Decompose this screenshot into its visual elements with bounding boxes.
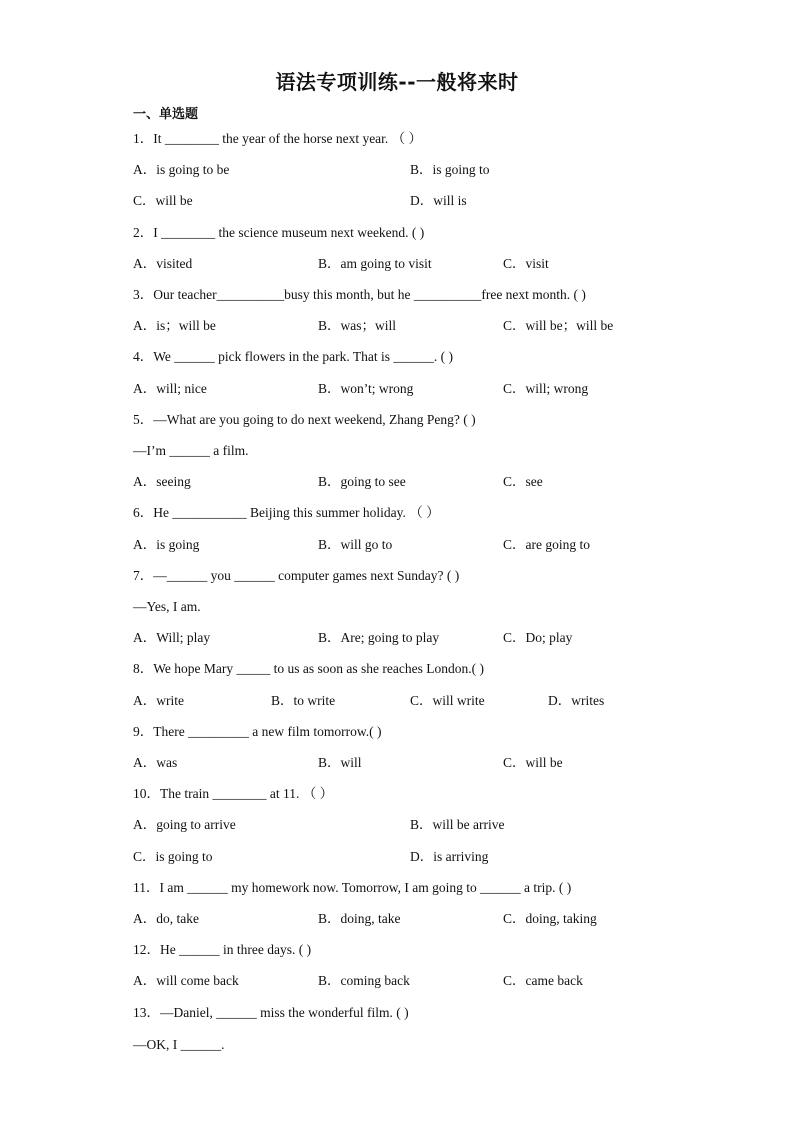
q6-option-c: C．are going to bbox=[503, 537, 590, 552]
q4-option-c: C．will; wrong bbox=[503, 381, 589, 396]
question-12-stem: 12．He ______ in three days. ( ) bbox=[133, 942, 312, 957]
q1-option-a: A．is going to be bbox=[133, 162, 230, 177]
question-11-stem: 11．I am ______ my homework now. Tomorrow, I am going to ______ a trip. ( ) bbox=[133, 880, 572, 895]
q12-option-a: A．will come back bbox=[133, 973, 239, 988]
q10-option-d: D．is arriving bbox=[410, 849, 489, 864]
q10-option-b: B．will be arrive bbox=[410, 817, 505, 832]
q11-option-b: B．doing, take bbox=[318, 911, 401, 926]
question-3-stem: 3．Our teacher__________busy this month, but he __________free next month. ( ) bbox=[133, 287, 586, 302]
q11-option-a: A．do, take bbox=[133, 911, 199, 926]
question-9-stem: 9．There _________ a new film tomorrow.( ) bbox=[133, 724, 382, 739]
q2-option-b: B．am going to visit bbox=[318, 256, 432, 271]
question-13-stem-line2: —OK, I ______. bbox=[133, 1037, 225, 1052]
page-title: 语法专项训练--一般将来时 bbox=[275, 70, 519, 94]
question-2-stem: 2．I ________ the science museum next weekend. ( ) bbox=[133, 225, 425, 240]
q9-option-a: A．was bbox=[133, 755, 178, 770]
q11-option-c: C．doing, taking bbox=[503, 911, 597, 926]
q1-option-b: B．is going to bbox=[410, 162, 490, 177]
q8-option-b: B．to write bbox=[271, 693, 336, 708]
q8-option-a: A．write bbox=[133, 693, 184, 708]
section-heading: 一、单选题 bbox=[133, 107, 199, 122]
q9-option-b: B．will bbox=[318, 755, 362, 770]
q5-option-b: B．going to see bbox=[318, 474, 406, 489]
q7-option-b: B．Are; going to play bbox=[318, 630, 440, 645]
q6-option-b: B．will go to bbox=[318, 537, 393, 552]
q1-option-c: C．will be bbox=[133, 193, 193, 208]
question-7-stem: 7．—______ you ______ computer games next Sunday? ( ) bbox=[133, 568, 460, 583]
q10-option-c: C．is going to bbox=[133, 849, 213, 864]
q3-option-b: B．was；will bbox=[318, 318, 397, 333]
q2-option-c: C．visit bbox=[503, 256, 549, 271]
q4-option-b: B．won’t; wrong bbox=[318, 381, 414, 396]
question-5-stem: 5．—What are you going to do next weekend, Zhang Peng? ( ) bbox=[133, 412, 476, 427]
q10-option-a: A．going to arrive bbox=[133, 817, 236, 832]
q2-option-a: A．visited bbox=[133, 256, 193, 271]
q12-option-c: C．came back bbox=[503, 973, 583, 988]
q5-option-a: A．seeing bbox=[133, 474, 191, 489]
q8-option-c: C．will write bbox=[410, 693, 485, 708]
q6-option-a: A．is going bbox=[133, 537, 200, 552]
q8-option-d: D．writes bbox=[548, 693, 605, 708]
q1-option-d: D．will is bbox=[410, 193, 467, 208]
question-1-stem: 1．It ________ the year of the horse next year. （ ） bbox=[133, 131, 423, 146]
q3-option-a: A．is；will be bbox=[133, 318, 216, 333]
question-8-stem: 8．We hope Mary _____ to us as soon as she reaches London.( ) bbox=[133, 661, 484, 676]
question-6-stem: 6．He ___________ Beijing this summer holiday. （ ） bbox=[133, 505, 440, 520]
question-13-stem: 13．—Daniel, ______ miss the wonderful film. ( ) bbox=[133, 1005, 409, 1020]
q12-option-b: B．coming back bbox=[318, 973, 410, 988]
q9-option-c: C．will be bbox=[503, 755, 563, 770]
question-4-stem: 4．We ______ pick flowers in the park. That is ______. ( ) bbox=[133, 349, 453, 364]
question-10-stem: 10．The train ________ at 11. （ ） bbox=[133, 786, 334, 801]
question-5-stem-line2: —I’m ______ a film. bbox=[133, 443, 249, 458]
q4-option-a: A．will; nice bbox=[133, 381, 207, 396]
q3-option-c: C．will be；will be bbox=[503, 318, 614, 333]
question-7-stem-line2: —Yes, I am. bbox=[133, 599, 201, 614]
q5-option-c: C．see bbox=[503, 474, 543, 489]
q7-option-c: C．Do; play bbox=[503, 630, 573, 645]
q7-option-a: A．Will; play bbox=[133, 630, 211, 645]
